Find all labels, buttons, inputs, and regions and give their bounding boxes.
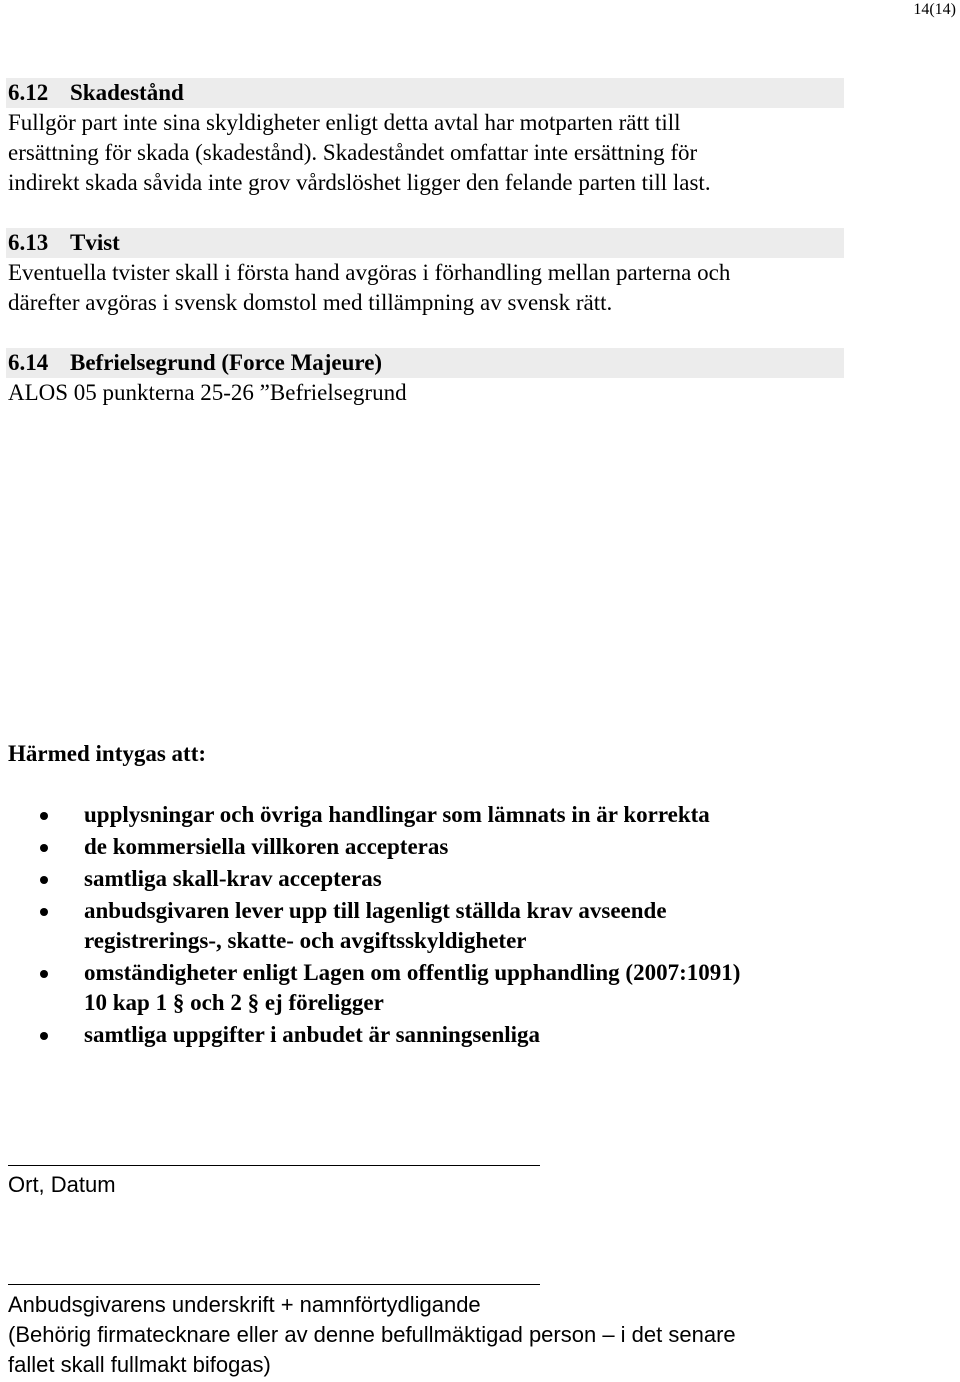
section-heading (6, 78, 844, 108)
section-title: Tvist (70, 230, 120, 255)
section-body (6, 378, 844, 408)
bullet-icon (40, 812, 48, 820)
body-line: ALOS 05 punkterna 25-26 ”Befrielsegrund (8, 380, 407, 405)
list-item-line: 10 kap 1 § och 2 § ej föreligger (84, 990, 384, 1015)
bullet-icon (40, 908, 48, 916)
section-title: Skadestånd (70, 80, 184, 105)
body-line: därefter avgöras i svensk domstol med tillämpning av svensk rätt. (8, 290, 613, 315)
section-number: 6.12 (8, 80, 49, 105)
bullet-icon (40, 844, 48, 852)
body-line: indirekt skada såvida inte grov vårdslöshet ligger den felande parten till last. (8, 170, 711, 195)
list-item (8, 864, 848, 894)
signature-label: Anbudsgivarens underskrift + namnförtydligande (8, 1292, 481, 1317)
section-heading (6, 348, 844, 378)
list-item-line: samtliga uppgifter i anbudet är sanningsenliga (84, 1022, 541, 1047)
section-body (6, 108, 844, 198)
section-6-13 (6, 228, 844, 318)
section-6-14 (6, 348, 844, 408)
section-number: 6.14 (8, 350, 49, 375)
list-item-line: samtliga skall-krav accepteras (84, 866, 382, 891)
signature-note-line: (Behörig firmatecknare eller av denne befullmäktigad person – i det senare (8, 1322, 736, 1347)
list-item (8, 832, 848, 862)
list-item-line: de kommersiella villkoren accepteras (84, 834, 449, 859)
bullet-icon (40, 876, 48, 884)
list-item-line: upplysningar och övriga handlingar som lämnats in är korrekta (84, 802, 710, 827)
list-item (8, 896, 848, 956)
signature-line (8, 1284, 540, 1285)
list-item-line: registrerings-, skatte- och avgiftsskyldigheter (84, 928, 527, 953)
section-6-12 (6, 78, 844, 198)
list-item (8, 958, 848, 1018)
list-item (8, 1020, 848, 1050)
certification-list (8, 800, 848, 1052)
list-item (8, 800, 848, 830)
place-date-label: Ort, Datum (8, 1172, 116, 1197)
page-number: 14(14) (913, 1, 956, 18)
body-line: ersättning för skada (skadestånd). Skadeståndet omfattar inte ersättning för (8, 140, 698, 165)
certification-intro: Härmed intygas att: (8, 741, 207, 766)
section-heading (6, 228, 844, 258)
body-line: Eventuella tvister skall i första hand avgöras i förhandling mellan parterna och (8, 260, 731, 285)
section-title: Befrielsegrund (Force Majeure) (70, 350, 383, 375)
list-item-line: anbudsgivaren lever upp till lagenligt ställda krav avseende (84, 898, 667, 923)
signature-note-line: fallet skall fullmakt bifogas) (8, 1352, 271, 1377)
body-line: Fullgör part inte sina skyldigheter enligt detta avtal har motparten rätt till (8, 110, 681, 135)
section-body (6, 258, 844, 318)
bullet-icon (40, 970, 48, 978)
list-item-line: omständigheter enligt Lagen om offentlig upphandling (2007:1091) (84, 960, 741, 985)
bullet-icon (40, 1032, 48, 1040)
section-number: 6.13 (8, 230, 49, 255)
place-date-line (8, 1165, 540, 1166)
